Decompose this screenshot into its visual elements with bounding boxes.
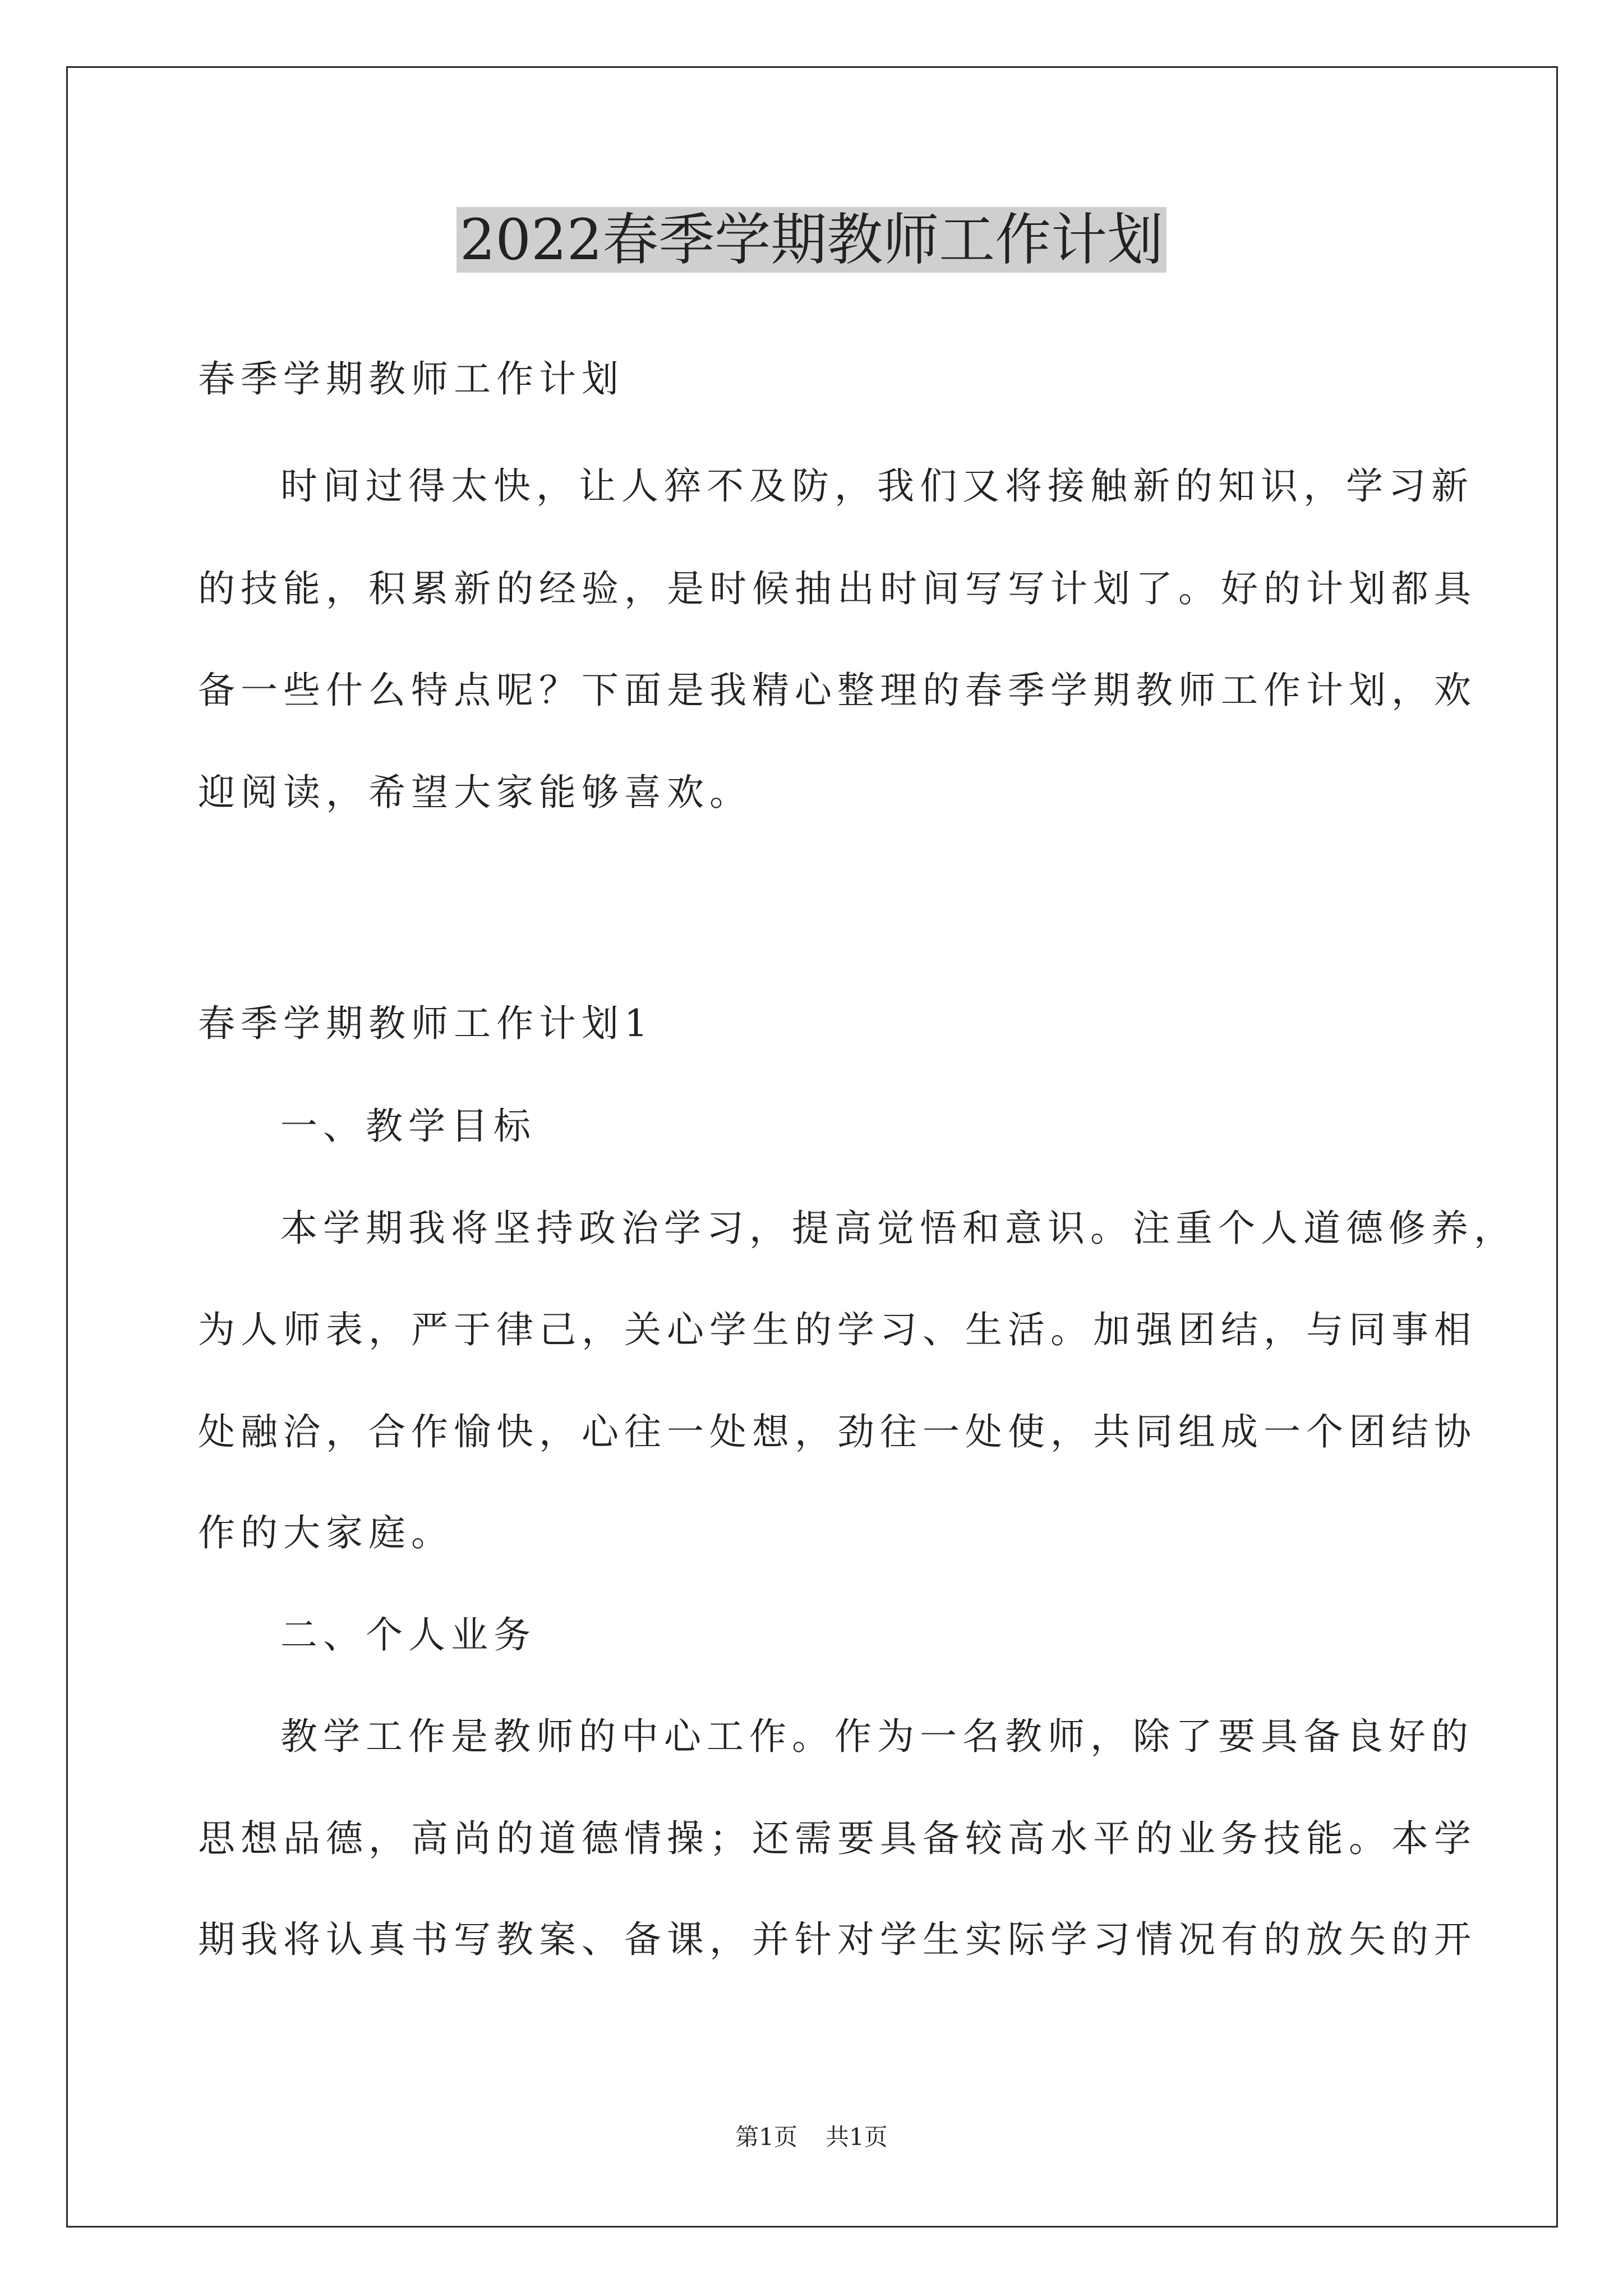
goal-heading: 一、教学目标 [280, 1105, 536, 1148]
document-title [0, 206, 1623, 274]
page-number-current: 第1页 [735, 2123, 797, 2151]
intro-line-2: 的技能，积累新的经验，是时候抽出时间写写计划了。好的计划都具 [198, 567, 1477, 610]
intro-line-4: 迎阅读，希望大家能够喜欢。 [198, 771, 752, 814]
intro-line-3: 备一些什么特点呢？下面是我精心整理的春季学期教师工作计划，欢 [198, 669, 1477, 712]
page-number-total: 共1页 [826, 2123, 888, 2151]
section-heading: 春季学期教师工作计划1 [198, 1002, 653, 1045]
document-subtitle: 春季学期教师工作计划 [198, 357, 624, 401]
business-heading: 二、个人业务 [280, 1613, 536, 1657]
goal-line-3: 处融洽，合作愉快，心往一处想，劲往一处使，共同组成一个团结协 [198, 1410, 1477, 1453]
business-line-3: 期我将认真书写教案、备课，并针对学生实际学习情况有的放矢的开 [198, 1918, 1477, 1961]
document-title-text: 2022春季学期教师工作计划 [457, 207, 1167, 273]
goal-line-1: 本学期我将坚持政治学习，提高觉悟和意识。注重个人道德修养， [280, 1207, 1516, 1250]
business-line-2: 思想品德，高尚的道德情操；还需要具备较高水平的业务技能。本学 [198, 1817, 1477, 1860]
business-line-1: 教学工作是教师的中心工作。作为一名教师，除了要具备良好的 [280, 1715, 1474, 1758]
intro-line-1: 时间过得太快，让人猝不及防，我们又将接触新的知识，学习新 [280, 464, 1474, 508]
page-footer [0, 2120, 1623, 2154]
goal-line-2: 为人师表，严于律己，关心学生的学习、生活。加强团结，与同事相 [198, 1308, 1477, 1351]
goal-line-4: 作的大家庭。 [198, 1511, 454, 1554]
